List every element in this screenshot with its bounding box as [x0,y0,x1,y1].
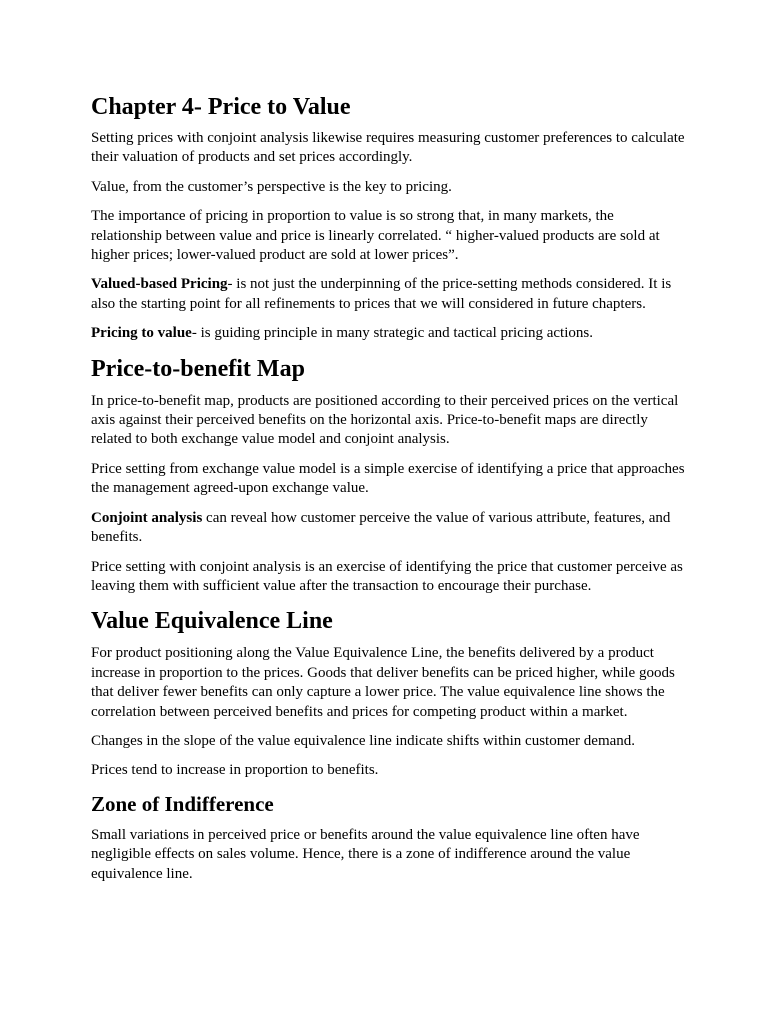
paragraph-pricing-to-value [91,324,687,343]
term-value-based-pricing: Valued-based Pricing [91,276,228,293]
paragraph-pricing-importance: The importance of pricing in proportion to value is so strong that, in many markets, the relationship between value and price is linearly correlated. “ higher-valued products are sold at higher prices; lower-valued product are sold at lower prices”. [91,208,660,264]
paragraph-conjoint-price-setting: Price setting with conjoint analysis is an exercise of identifying the price that customer perceive as leaving them with sufficient value after the transaction to encourage their purchase. [91,558,683,594]
paragraph-exchange-value: Price setting from exchange value model is a simple exercise of identifying a price that approaches the management agreed-upon exchange value. [91,460,685,497]
paragraph-price-to-benefit-map: In price-to-benefit map, products are positioned according to their perceived prices on the vertical axis against their perceived benefits on the horizontal axis. Price-to-benefit maps are directly related to both exchange value model and conjoint analysis. [91,392,679,448]
paragraph-slope-changes: Changes in the slope of the value equivalence line indicate shifts within customer demand. [91,732,636,749]
paragraph-zone-of-indifference: Small variations in perceived price or benefits around the value equivalence line often have negligible effects on sales volume. Hence, there is a zone of indifference around the value equivalence line. [91,826,640,882]
definition-conjoint-analysis: can reveal how customer perceive the value of various attribute, features, and benefits. [91,509,671,546]
paragraph-conjoint-intro: Setting prices with conjoint analysis likewise requires measuring customer preferences to calculate their valuation of products and set prices accordingly. [91,130,685,166]
paragraph-prices-benefits: Prices tend to increase in proportion to benefits. [91,762,379,779]
term-pricing-to-value: Pricing to value [91,325,192,342]
document-page [91,92,687,894]
definition-value-based-pricing: - is not just the underpinning of the price-setting methods considered. It is also the starting point for all refinements to prices that we will considered in future chapters. [91,276,672,312]
section-title-indifference: Zone of Indifference [91,791,274,816]
paragraph-value-equivalence-line: For product positioning along the Value Equivalence Line, the benefits delivered by a product increase in proportion to the prices. Goods that deliver benefits can be priced higher, while goods that deliver fewer benefits can only capture a lower price. The value equivalence line shows the correlation between perceived benefits and prices for competing product within a market. [91,645,675,720]
term-conjoint-analysis: Conjoint analysis [91,509,203,526]
section-title-value-equivalence: Value Equivalence Line [91,608,333,635]
definition-pricing-to-value: - is guiding principle in many strategic and tactical pricing actions. [191,325,593,342]
chapter-title: Chapter 4- Price to Value [91,94,351,120]
paragraph-conjoint-analysis [91,509,687,548]
paragraph-customer-perspective: Value, from the customer’s perspective is the key to pricing. [91,178,452,195]
section-title-price-to-benefit: Price-to-benefit Map [91,355,305,382]
paragraph-value-based-pricing [91,275,687,314]
